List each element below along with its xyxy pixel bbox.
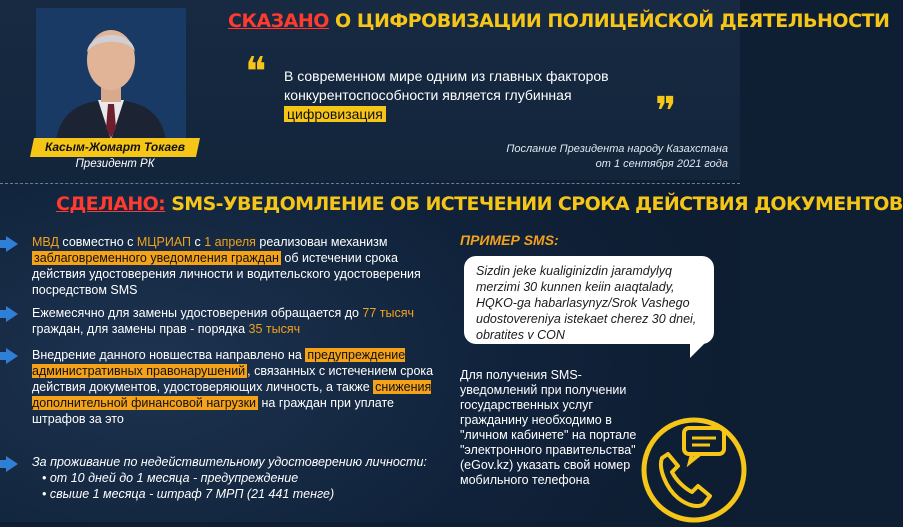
b4-item-1-text: от 10 дней до 1 месяца - предупреждение bbox=[49, 471, 299, 485]
section-divider bbox=[0, 183, 740, 185]
b4-intro: За проживание по недействительному удостоверению личности: bbox=[32, 455, 427, 469]
bullet-4 bbox=[32, 454, 442, 502]
quote-highlight: цифровизация bbox=[284, 106, 386, 122]
source-line-2: от 1 сентября 2021 года bbox=[595, 158, 728, 170]
source-line-1: Послание Президента народу Казахстана bbox=[506, 143, 728, 155]
b1-text: с bbox=[191, 235, 205, 249]
b1-mcriap: МЦРИАП bbox=[136, 235, 192, 249]
sms-text: Sizdin jeke kualiginizdin jaramdylyq merzimi 30 kunnen keiin aıaqtalady, HQKO-ga habarlasynyz/Srok Vashego udostovereniya istekaet cherez 30 dnei, obratites v CON bbox=[476, 264, 697, 342]
title-said-rest: О ЦИФРОВИЗАЦИИ ПОЛИЦЕЙСКОЙ ДЕЯТЕЛЬНОСТИ bbox=[328, 10, 890, 32]
person-name-badge bbox=[30, 138, 200, 157]
portrait-photo bbox=[36, 8, 186, 140]
b1-text: реализован механизм bbox=[255, 235, 388, 249]
sms-bubble bbox=[464, 256, 714, 344]
sms-example-label: ПРИМЕР SMS: bbox=[460, 232, 559, 248]
bullet-3 bbox=[32, 347, 442, 427]
arrow-right-icon bbox=[6, 456, 18, 472]
b4-item-2-text: свыше 1 месяца - штраф 7 МРП (21 441 тенге) bbox=[49, 487, 335, 501]
section-title bbox=[56, 193, 903, 215]
b3-highlight-1: предупреждение административных правонарушений bbox=[32, 348, 406, 378]
b3-text: Внедрение данного новшества направлено на bbox=[32, 348, 306, 362]
arrow-right-icon bbox=[6, 236, 18, 252]
title-done-rest: SMS-УВЕДОМЛЕНИЕ ОБ ИСТЕЧЕНИИ СРОКА ДЕЙСТВИЯ ДОКУМЕНТОВ bbox=[165, 193, 903, 215]
president-quote bbox=[284, 67, 664, 124]
phone-chat-icon bbox=[632, 388, 740, 522]
b1-date: 1 апреля bbox=[204, 235, 256, 249]
b1-mvd: МВД bbox=[32, 235, 59, 249]
person-name: Касым-Жомарт Токаев bbox=[44, 140, 186, 154]
bullet-2 bbox=[32, 305, 442, 337]
b2-text: Ежемесячно для замены удостоверения обращается до bbox=[32, 306, 363, 320]
b2-text: граждан, для замены прав - порядка bbox=[32, 322, 249, 336]
b2-count-license: 35 тысяч bbox=[248, 322, 301, 336]
quote-close-icon: ❞ bbox=[655, 89, 677, 135]
b3-text: , связанных с истечением срока действия документов, удостоверяющих личность, а также bbox=[32, 364, 434, 394]
quote-source bbox=[506, 142, 728, 172]
title-done: СДЕЛАНО: bbox=[56, 193, 166, 215]
bullet-1 bbox=[32, 234, 442, 298]
b4-item-1: • от 10 дней до 1 месяца - предупреждение bbox=[42, 471, 299, 485]
b2-count-id: 77 тысяч bbox=[362, 306, 415, 320]
header-title bbox=[228, 10, 889, 32]
b1-text: совместно с bbox=[58, 235, 137, 249]
b3-text: на граждан при уплате штрафов за это bbox=[32, 396, 394, 426]
person-role: Президент РК bbox=[75, 158, 155, 170]
sms-info: Для получения SMS-уведомлений при получении государственных услуг гражданину необходимо в "личном кабинете" на портале "электронного правительства" (eGov.kz) указать свой номер мобильного телефона bbox=[460, 368, 637, 487]
quote-text: В современном мире одним из главных факторов конкурентоспособности является глубинная bbox=[284, 68, 609, 103]
b4-item-2: • свыше 1 месяца - штраф 7 МРП (21 441 тенге) bbox=[42, 487, 335, 501]
arrow-right-icon bbox=[6, 348, 18, 364]
b1-highlight: заблаговременного уведомления граждан bbox=[34, 251, 279, 265]
b3-highlight-2: снижения дополнительной финансовой нагрузки bbox=[32, 380, 432, 410]
quote-open-icon: ❝ bbox=[245, 49, 267, 95]
title-said: СКАЗАНО bbox=[228, 10, 329, 32]
b1-text: об истечении срока действия удостоверения личности и водительского удостоверения посредством SMS bbox=[32, 251, 421, 297]
arrow-right-icon bbox=[6, 306, 18, 322]
